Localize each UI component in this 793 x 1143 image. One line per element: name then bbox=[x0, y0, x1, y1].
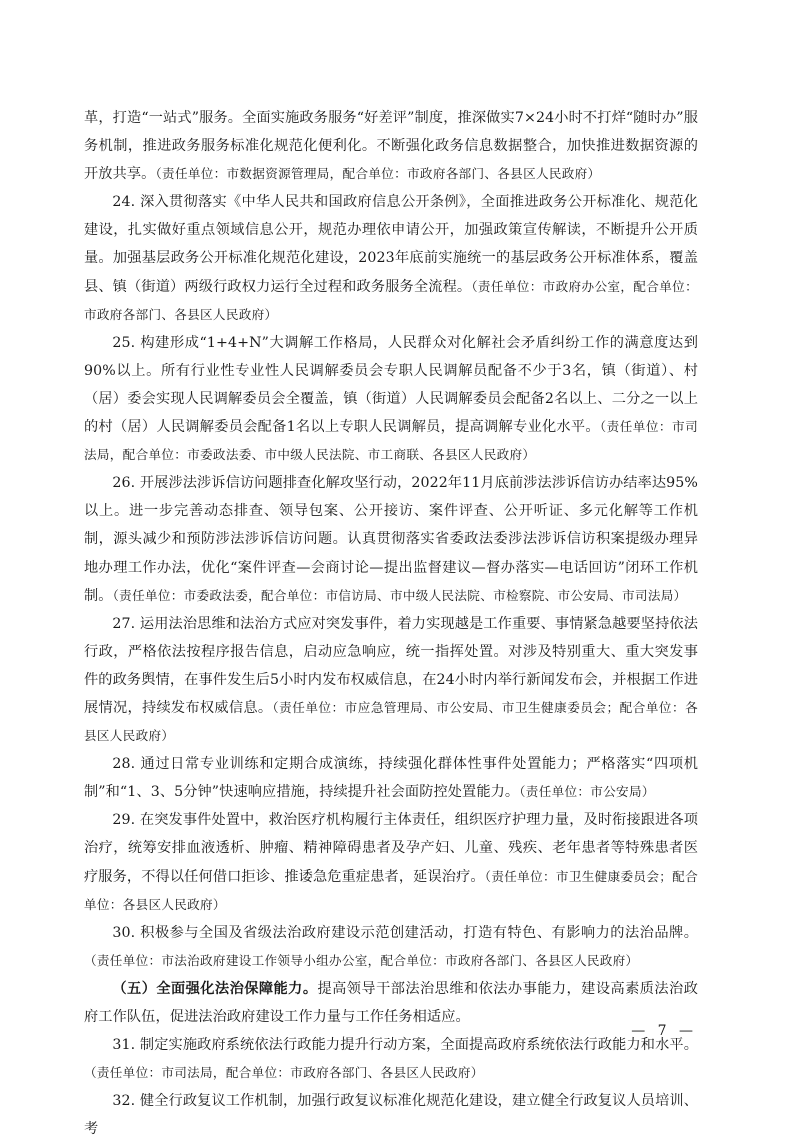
responsibility-note: （责任单位：市应急管理局、市公安局、市卫生健康委员会；配合单位：各县区人民政府） bbox=[84, 699, 698, 744]
responsibility-note: （责任单位：市公安局） bbox=[519, 784, 655, 800]
document-page bbox=[84, 104, 698, 1143]
paragraph-item-25: 25. 构建形成“1+4+N”大调解工作格局，人民群众对化解社会矛盾纠纷工作的满意度达到90%以上。所有行业性专业性人民调解委员会专职人民调解员配备不少于3名，镇（街道）、村（居）委会实现人民调解委员会全覆盖，镇（街道）人民调解委员会配备2名以上、二分之一以上的村（居）人民调解委员会配备1名以上专职人民调解员，提高调解专业化水平。（责任单位：市司法局，配合单位：市委政法委、市中级人民法院、市工商联、各县区人民政府） bbox=[84, 334, 698, 463]
paragraph-item-29: 29. 在突发事件处置中，救治医疗机构履行主体责任，组织医疗护理力量，及时衔接跟进各项治疗，统筹安排血液透析、肿瘤、精神障碍患者及孕产妇、儿童、残疾、老年患者等特殊患者医疗服务，不得以任何借口拒诊、推诿急危重症患者，延误治疗。（责任单位：市卫生健康委员会；配合单位：各县区人民政府） bbox=[84, 812, 698, 912]
responsibility-note: （责任单位：市卫生健康委员会；配合单位：各县区人民政府） bbox=[84, 868, 698, 912]
responsibility-note: （责任单位：市法治政府建设工作领导小组办公室，配合单位：市政府各部门、各县区人民政府） bbox=[84, 952, 639, 968]
responsibility-note: （责任单位：市政府办公室，配合单位：市政府各部门、各县区人民政府） bbox=[84, 278, 698, 322]
paragraph-item-30: 30. 积极参与全国及省级法治政府建设示范创建活动，打造有特色、有影响力的法治品牌。（责任单位：市法治政府建设工作领导小组办公室，配合单位：市政府各部门、各县区人民政府） bbox=[84, 924, 698, 968]
paragraph-continuation: 革，打造“一站式”服务。全面实施政务服务“好差评”制度，推深做实7×24小时不打烊“随时办”服务机制，推进政务服务标准化规范化便利化。不断强化政务信息数据整合，加快推进数据资源的开放共享。（责任单位：市数据资源管理局，配合单位：市政府各部门、各县区人民政府） bbox=[84, 110, 698, 183]
paragraph-item-28: 28. 通过日常专业训练和定期合成演练，持续强化群体性事件处置能力；严格落实“四项机制”和“1、3、5分钟”快速响应措施，持续提升社会面防控处置能力。（责任单位：市公安局） bbox=[84, 756, 698, 801]
section-heading: （五）全面强化法治保障能力。 bbox=[112, 980, 318, 997]
paragraph-item-27: 27. 运用法治思维和法治方式应对突发事件，着力实现越是工作重要、事情紧急越要坚持依法行政，严格依法按程序报告信息，启动应急响应，统一指挥处置。对涉及特别重大、重大突发事件的政务舆情，在事件发生后5小时内发布权威信息，在24小时内举行新闻发布会，并根据工作进展情况，持续发布权威信息。（责任单位：市应急管理局、市公安局、市卫生健康委员会；配合单位：各县区人民政府） bbox=[84, 615, 698, 744]
responsibility-note: （责任单位：市司法局，配合单位：市委政法委、市中级人民法院、市工商联、各县区人民政府） bbox=[84, 419, 698, 463]
responsibility-note: （责任单位：市司法局，配合单位：市政府各部门、各县区人民政府） bbox=[84, 1065, 484, 1081]
paragraph-item-31: 31. 制定实施政府系统依法行政能力提升行动方案，全面提高政府系统依法行政能力和水平。（责任单位：市司法局，配合单位：市政府各部门、各县区人民政府） bbox=[84, 1037, 698, 1081]
paragraph-item-24: 24. 深入贯彻落实《中华人民共和国政府信息公开条例》，全面推进政务公开标准化、规范化建设，扎实做好重点领域信息公开，规范办理依申请公开，加强政策宣传解读，不断提升公开质量。加强基层政务公开标准化规范化建设，2023年底前实施统一的基层政务公开标准体系，覆盖县、镇（街道）两级行政权力运行全过程和政务服务全流程。（责任单位：市政府办公室，配合单位：市政府各部门、各县区人民政府） bbox=[84, 194, 698, 322]
page-number: — 7 — bbox=[631, 1023, 697, 1039]
section-five-paragraph: （五）全面强化法治保障能力。提高领导干部法治思维和依法办事能力，建设高素质法治政府工作队伍，促进法治政府建设工作力量与工作任务相适应。 bbox=[84, 980, 698, 1025]
paragraph-item-26: 26. 开展涉法涉诉信访问题排查化解攻坚行动，2022年11月底前涉法涉诉信访办结率达95%以上。进一步完善动态排查、领导包案、公开接访、案件评查、公开听证、多元化解等工作机制，源头减少和预防涉法涉诉信访问题。认真贯彻落实省委政法委涉法涉诉信访积案提级办理异地办理工作办法，优化“案件评查—会商讨论—提出监督建议—督办落实—电话回访”闭环工作机制。（责任单位：市委政法委，配合单位：市信访局、市中级人民法院、市检察院、市公安局、市司法局） bbox=[84, 475, 698, 604]
responsibility-note: （责任单位：市数据资源管理局，配合单位：市政府各部门、各县区人民政府） bbox=[155, 166, 601, 182]
responsibility-note: （责任单位：市委政法委，配合单位：市信访局、市中级人民法院、市检察院、市公安局、市司法局） bbox=[112, 587, 687, 603]
paragraph-item-32: 32. 健全行政复议工作机制，加强行政复议标准化规范化建设，建立健全行政复议人员培训、考 bbox=[84, 1093, 698, 1138]
